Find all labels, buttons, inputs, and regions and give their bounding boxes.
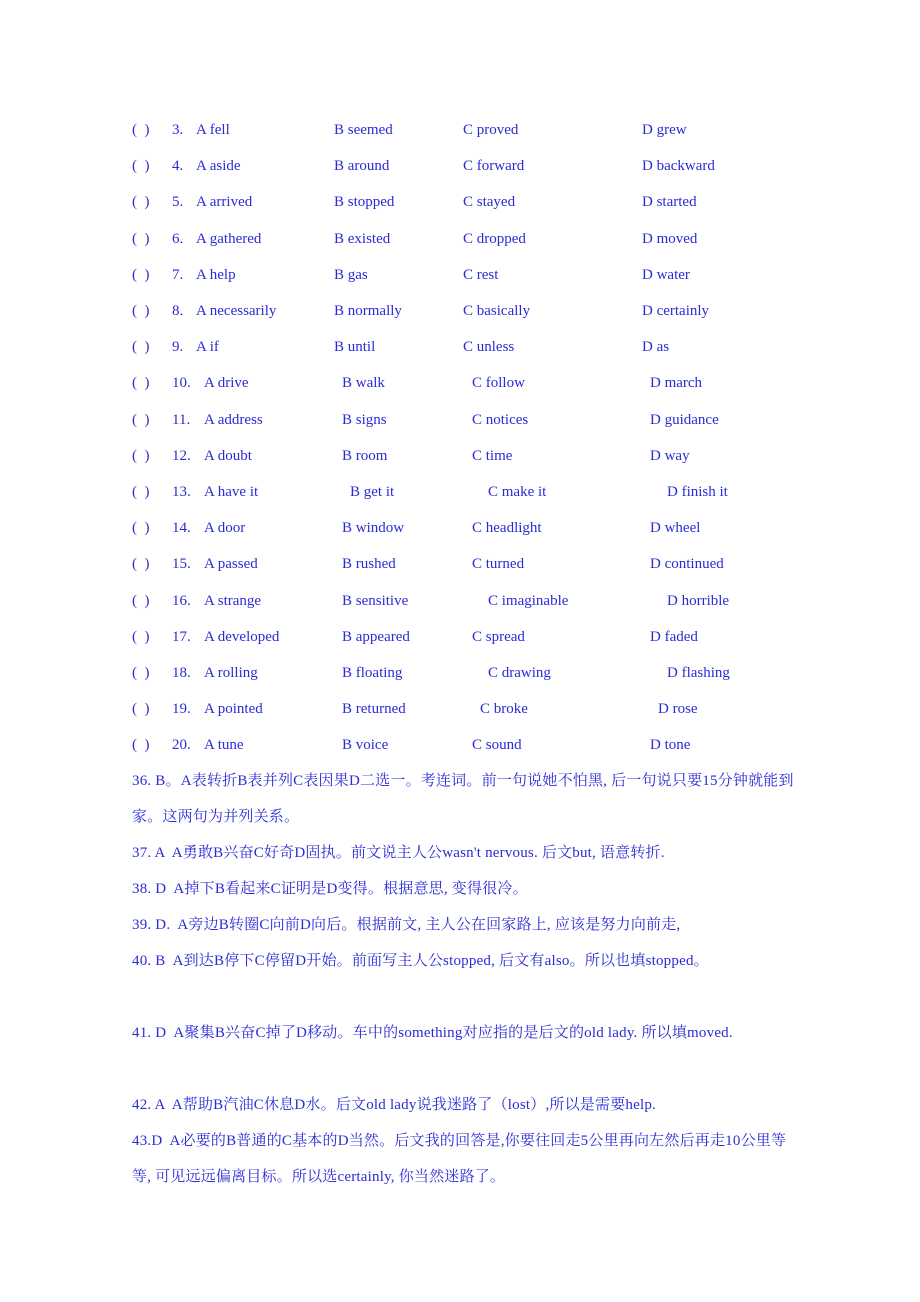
option-c: C headlight (472, 520, 542, 537)
option-a: A rolling (204, 665, 258, 681)
option-d: D water (642, 266, 690, 283)
question-number: 20. (172, 737, 191, 754)
option-c: C stayed (463, 194, 516, 211)
answer-blank: ( ) (132, 230, 150, 247)
option-c: C notices (472, 411, 529, 428)
answer-explanation: 41. D A聚集B兴奋C掉了D移动。车中的something对应指的是后文的old lady. 所以填moved. (132, 1025, 733, 1041)
answer-blank: ( ) (132, 266, 150, 283)
question-number: 13. (172, 484, 191, 500)
option-c: C spread (472, 628, 525, 645)
question-number: 16. (172, 592, 191, 609)
answer-blank: ( ) (132, 411, 150, 428)
option-b: B walk (342, 375, 385, 392)
question-number: 3. (172, 122, 184, 138)
answer-blank: ( ) (132, 158, 150, 175)
option-d: D backward (642, 158, 715, 175)
option-a: A gathered (196, 230, 262, 247)
option-d: D guidance (650, 411, 719, 428)
option-b: B sensitive (342, 592, 409, 609)
option-d: D as (642, 339, 670, 356)
question-number: 9. (172, 339, 184, 356)
answer-blank: ( ) (132, 375, 150, 392)
option-d: D finish it (667, 484, 728, 500)
option-a: A help (196, 266, 236, 283)
option-d: D started (642, 194, 697, 211)
option-c: C broke (480, 701, 528, 718)
option-c: C make it (488, 484, 547, 500)
answer-blank: ( ) (132, 520, 150, 537)
option-d: D horrible (667, 592, 730, 609)
question-number: 11. (172, 411, 191, 428)
option-a: A strange (204, 592, 262, 609)
option-c: C proved (463, 122, 519, 138)
answer-blank: ( ) (132, 339, 150, 356)
answer-blank: ( ) (132, 122, 150, 138)
answer-explanation: 42. A A帮助B汽油C休息D水。后文old lady说我迷路了（lost）,所以是需要help. (132, 1097, 656, 1113)
option-d: D way (650, 447, 690, 464)
option-b: B around (334, 158, 390, 175)
option-b: B voice (342, 737, 389, 754)
option-a: A drive (204, 375, 249, 392)
option-c: C rest (463, 266, 499, 283)
question-number: 18. (172, 665, 191, 681)
question-number: 10. (172, 375, 191, 392)
option-b: B room (342, 447, 388, 464)
question-number: 7. (172, 266, 184, 283)
option-c: C drawing (488, 665, 551, 681)
option-b: B appeared (342, 628, 410, 645)
option-d: D continued (650, 556, 724, 573)
answer-blank: ( ) (132, 628, 150, 645)
option-b: B signs (342, 411, 387, 428)
option-d: D march (650, 375, 703, 392)
question-number: 19. (172, 701, 191, 718)
option-a: A fell (196, 122, 230, 138)
option-a: A tune (204, 737, 244, 754)
option-b: B rushed (342, 556, 396, 573)
option-b: B gas (334, 266, 368, 283)
option-d: D certainly (642, 303, 710, 319)
answer-explanation: 40. B A到达B停下C停留D开始。前面写主人公stopped, 后文有also。所以也填stopped。 (132, 953, 709, 969)
answer-blank: ( ) (132, 737, 150, 754)
question-number: 14. (172, 520, 191, 537)
option-a: A doubt (204, 447, 252, 464)
option-d: D rose (658, 701, 698, 718)
option-a: A pointed (204, 701, 263, 718)
question-number: 12. (172, 447, 191, 464)
option-b: B returned (342, 701, 406, 718)
option-a: A necessarily (196, 303, 277, 319)
option-b: B seemed (334, 122, 393, 138)
question-number: 5. (172, 194, 184, 211)
question-number: 17. (172, 628, 191, 645)
option-d: D tone (650, 737, 691, 754)
option-b: B until (334, 339, 376, 356)
answer-explanation: 39. D. A旁边B转圈C向前D向后。根据前文, 主人公在回家路上, 应该是努力向前走, (132, 917, 681, 933)
answer-blank: ( ) (132, 592, 150, 609)
option-a: A developed (204, 628, 280, 645)
option-c: C forward (463, 158, 525, 175)
option-d: D moved (642, 230, 698, 247)
option-c: C imaginable (488, 592, 569, 609)
answer-explanation: 37. A A勇敢B兴奋C好奇D固执。前文说主人公wasn't nervous. 后文but, 语意转折. (132, 845, 665, 861)
option-a: A aside (196, 158, 241, 175)
answer-blank: ( ) (132, 194, 150, 211)
option-a: A if (196, 339, 219, 356)
answer-blank: ( ) (132, 665, 150, 681)
option-a: A have it (204, 484, 259, 500)
option-b: B get it (350, 484, 395, 500)
answer-blank: ( ) (132, 701, 150, 718)
option-d: D faded (650, 628, 698, 645)
option-a: A door (204, 520, 246, 537)
answer-explanation: 38. D A掉下B看起来C证明是D变得。根据意思, 变得很冷。 (132, 881, 528, 897)
answer-explanation: 43.D A必要的B普通的C基本的D当然。后文我的回答是,你要往回走5公里再向左然后再走10公里等等, 可见远远偏离目标。所以选certainly, 你当然迷路了。 (132, 1133, 787, 1185)
option-c: C basically (463, 303, 531, 319)
answer-blank: ( ) (132, 447, 150, 464)
option-d: D grew (642, 122, 687, 138)
option-a: A passed (204, 556, 258, 573)
option-c: C follow (472, 375, 525, 392)
answer-blank: ( ) (132, 556, 150, 573)
option-a: A arrived (196, 194, 253, 211)
option-b: B normally (334, 303, 402, 319)
question-number: 6. (172, 230, 184, 247)
option-a: A address (204, 411, 263, 428)
option-b: B window (342, 520, 405, 537)
question-number: 8. (172, 303, 184, 319)
option-b: B stopped (334, 194, 395, 211)
answer-explanation: 36. B。A表转折B表并列C表因果D二选一。考连词。前一句说她不怕黑, 后一句说只要15分钟就能到家。这两句为并列关系。 (132, 773, 794, 825)
option-c: C sound (472, 737, 522, 754)
option-d: D flashing (667, 665, 730, 681)
option-c: C unless (463, 339, 515, 356)
question-number: 15. (172, 556, 191, 573)
answer-blank: ( ) (132, 303, 150, 319)
option-c: C turned (472, 556, 525, 573)
option-c: C dropped (463, 230, 526, 247)
option-d: D wheel (650, 520, 701, 537)
answer-blank: ( ) (132, 484, 150, 500)
question-number: 4. (172, 158, 184, 175)
option-b: B existed (334, 230, 391, 247)
option-c: C time (472, 447, 513, 464)
option-b: B floating (342, 665, 403, 681)
